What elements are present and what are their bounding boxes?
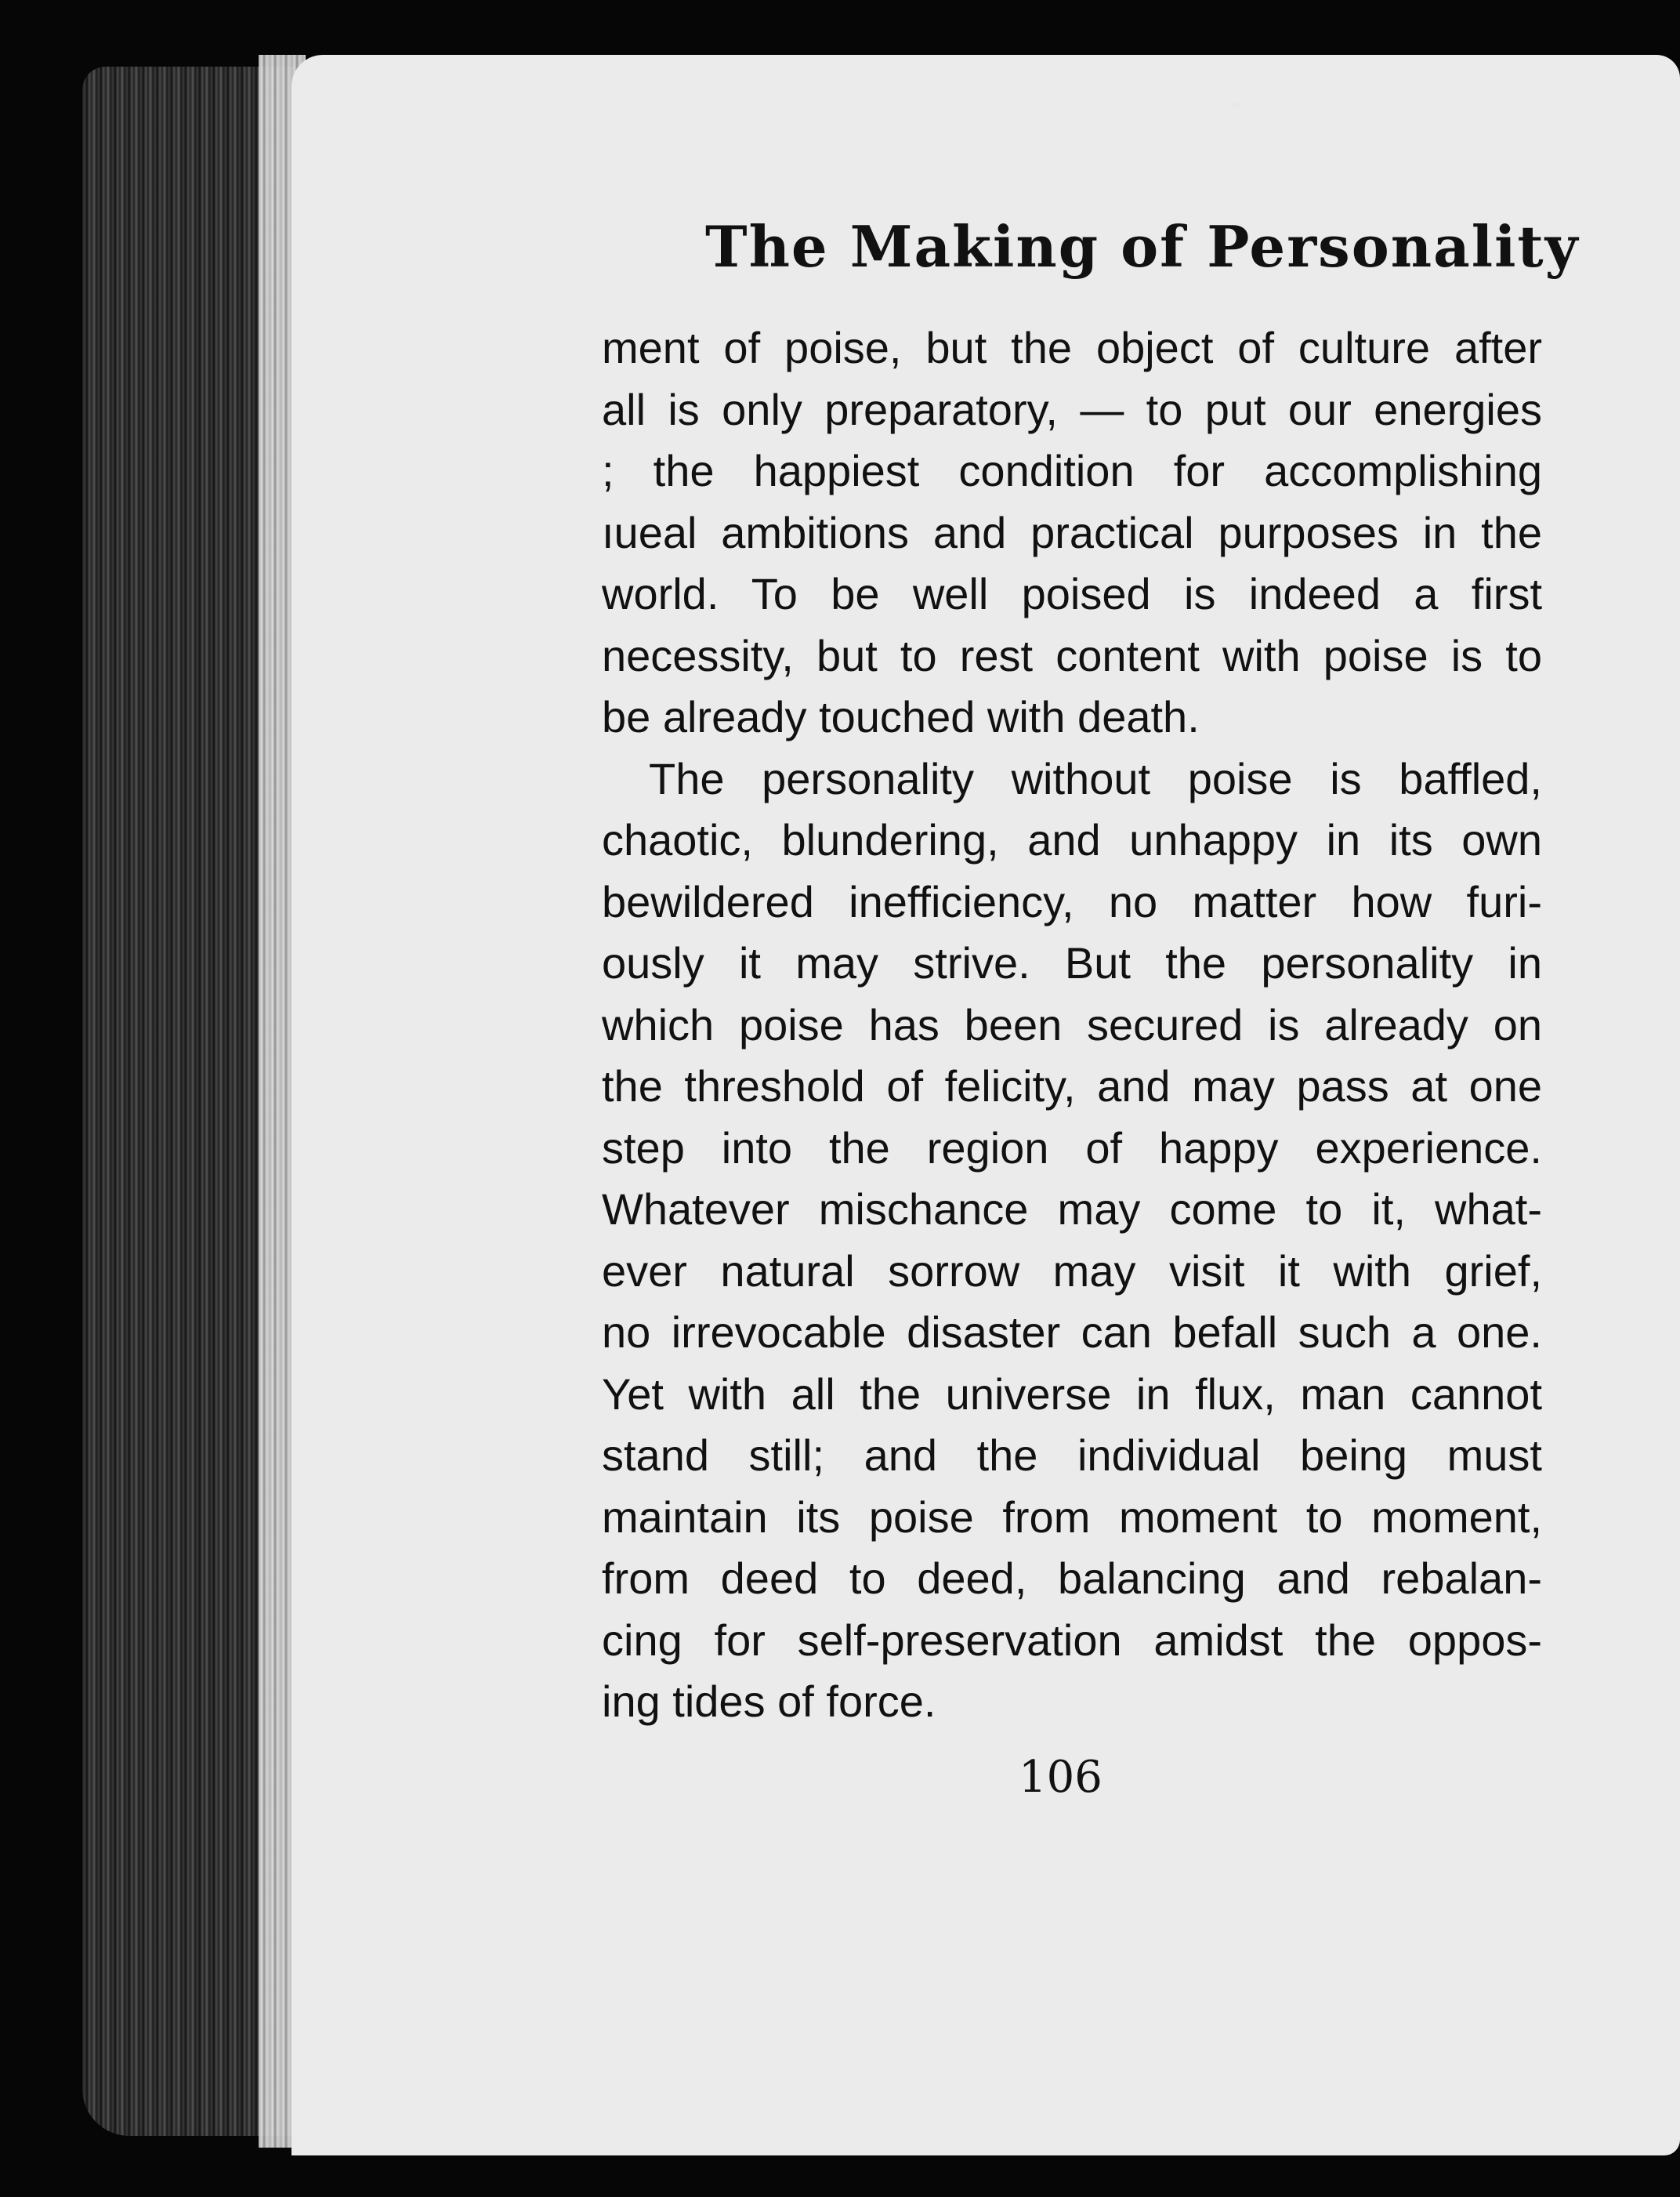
paper-speck xyxy=(1232,102,1240,108)
text-line: all is only preparatory, — to put our energies xyxy=(602,384,1542,434)
text-line: chaotic, blundering, and unhappy in its own xyxy=(602,815,1542,865)
text-line: be already touched with death. xyxy=(602,692,1200,741)
page-number: 106 xyxy=(1019,1752,1102,1803)
text-line: no irrevocable disaster can befall such a one. xyxy=(602,1307,1542,1357)
text-line: ment of poise, but the object of culture after xyxy=(602,323,1542,372)
text-line: The personality without poise is baffled, xyxy=(649,753,1542,803)
text-line: stand still; and the individual being must xyxy=(602,1430,1542,1480)
body-text xyxy=(602,317,1542,1733)
text-line: ing tides of force. xyxy=(602,1677,936,1726)
text-line: bewildered inefficiency, no matter how furi- xyxy=(602,876,1542,926)
text-line: world. To be well poised is indeed a first xyxy=(602,569,1542,618)
text-line: Whatever mischance may come to it, what- xyxy=(602,1184,1542,1234)
text-line: the threshold of felicity, and may pass at one xyxy=(602,1061,1542,1111)
text-line: ever natural sorrow may visit it with grief, xyxy=(602,1245,1542,1296)
text-line: ; the happiest condition for accomplishing xyxy=(602,446,1542,495)
text-line: Yet with all the universe in flux, man cannot xyxy=(602,1369,1542,1419)
text-line: cing for self-preservation amidst the oppos- xyxy=(602,1615,1542,1665)
text-line: which poise has been secured is already on xyxy=(602,999,1542,1050)
text-line: ously it may strive. But the personality in xyxy=(602,938,1542,988)
text-line: step into the region of happy experience. xyxy=(602,1122,1542,1173)
text-line: maintain its poise from moment to moment, xyxy=(602,1492,1542,1542)
text-line: ıueal ambitions and practical purposes in the xyxy=(602,507,1542,557)
running-head: The Making of Personality xyxy=(705,213,1580,280)
text-line: necessity, but to rest content with poise is to xyxy=(602,630,1542,680)
text-line: from deed to deed, balancing and rebalan- xyxy=(602,1553,1542,1603)
